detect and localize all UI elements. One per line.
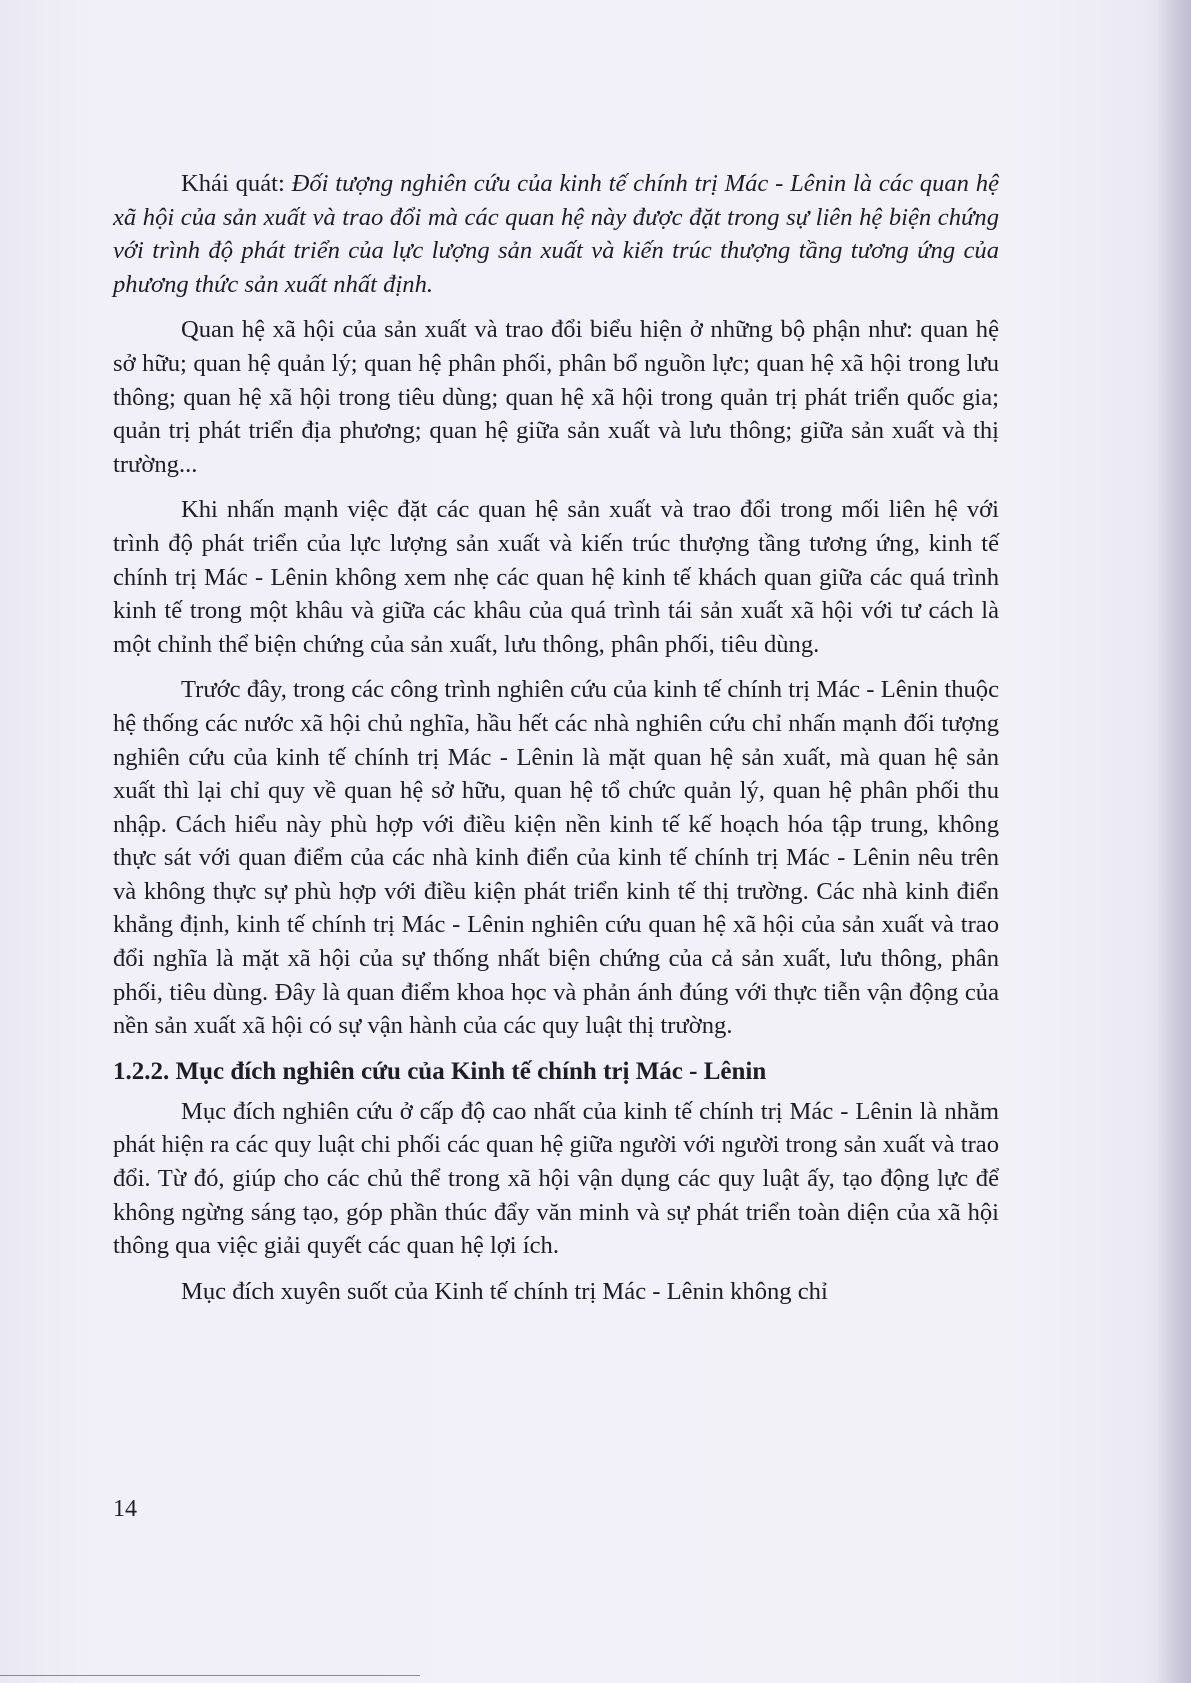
paragraph-overview	[113, 167, 999, 301]
section-heading: 1.2.2. Mục đích nghiên cứu của Kinh tế chính trị Mác - Lênin	[113, 1057, 767, 1085]
page-number: 14	[113, 1496, 137, 1522]
overview-emphasis: Đối tượng nghiên cứu của kinh tế chính trị Mác - Lênin là các quan hệ xã hội của sản xuất và trao đổi mà các quan hệ này được đặt trong sự liên hệ biện chứng với trình độ phát triển của lực lượng sản xuất và kiến trúc thượng tầng tương ứng của phương thức sản xuất nhất định.	[113, 170, 999, 298]
paragraph-social-relations: Quan hệ xã hội của sản xuất và trao đổi biểu hiện ở những bộ phận như: quan hệ sở hữu; quan hệ quản lý; quan hệ phân phối, phân bổ nguồn lực; quan hệ xã hội trong lưu thông; quan hệ xã hội trong tiêu dùng; quan hệ xã hội trong quản trị phát triển quốc gia; quản trị phát triển địa phương; quan hệ giữa sản xuất và lưu thông; giữa sản xuất và thị trường...	[113, 316, 999, 478]
paragraph-emphasis-relations: Khi nhấn mạnh việc đặt các quan hệ sản xuất và trao đổi trong mối liên hệ với trình độ phát triển của lực lượng sản xuất và kiến trúc thượng tầng tương ứng, kinh tế chính trị Mác - Lênin không xem nhẹ các quan hệ kinh tế khách quan giữa các quá trình kinh tế trong một khâu và giữa các khâu của quá trình tái sản xuất xã hội với tư cách là một chỉnh thể biện chứng của sản xuất, lưu thông, phân phối, tiêu dùng.	[113, 496, 999, 658]
body-text	[113, 167, 999, 1320]
bottom-rule	[0, 1675, 420, 1676]
paragraph-previous-research: Trước đây, trong các công trình nghiên cứu của kinh tế chính trị Mác - Lênin thuộc hệ thống các nước xã hội chủ nghĩa, hầu hết các nhà nghiên cứu chỉ nhấn mạnh đối tượng nghiên cứu của kinh tế chính trị Mác - Lênin là mặt quan hệ sản xuất, mà quan hệ sản xuất thì lại chỉ quy về quan hệ sở hữu, quan hệ tổ chức quản lý, quan hệ phân phối thu nhập. Cách hiểu này phù hợp với điều kiện nền kinh tế kế hoạch hóa tập trung, không thực sát với quan điểm của các nhà kinh điển của kinh tế chính trị Mác - Lênin nêu trên và không thực sự phù hợp với điều kiện phát triển kinh tế thị trường. Các nhà kinh điển khẳng định, kinh tế chính trị Mác - Lênin nghiên cứu quan hệ xã hội của sản xuất và trao đổi nghĩa là mặt xã hội của sự thống nhất biện chứng của cả sản xuất, lưu thông, phân phối, tiêu dùng. Đây là quan điểm khoa học và phản ánh đúng với thực tiễn vận động của nền sản xuất xã hội có sự vận hành của các quy luật thị trường.	[113, 676, 999, 1040]
paragraph-continuing-purpose: Mục đích xuyên suốt của Kinh tế chính trị Mác - Lênin không chỉ	[181, 1277, 828, 1305]
paragraph-research-purpose: Mục đích nghiên cứu ở cấp độ cao nhất của kinh tế chính trị Mác - Lênin là nhằm phát hiện ra các quy luật chi phối các quan hệ giữa người với người trong sản xuất và trao đổi. Từ đó, giúp cho các chủ thể trong xã hội vận dụng các quy luật ấy, tạo động lực để không ngừng sáng tạo, góp phần thúc đẩy văn minh và sự phát triển toàn diện của xã hội thông qua việc giải quyết các quan hệ lợi ích.	[113, 1097, 999, 1260]
page-edge-shadow	[1155, 0, 1191, 1683]
overview-lead: Khái quát:	[181, 170, 292, 197]
